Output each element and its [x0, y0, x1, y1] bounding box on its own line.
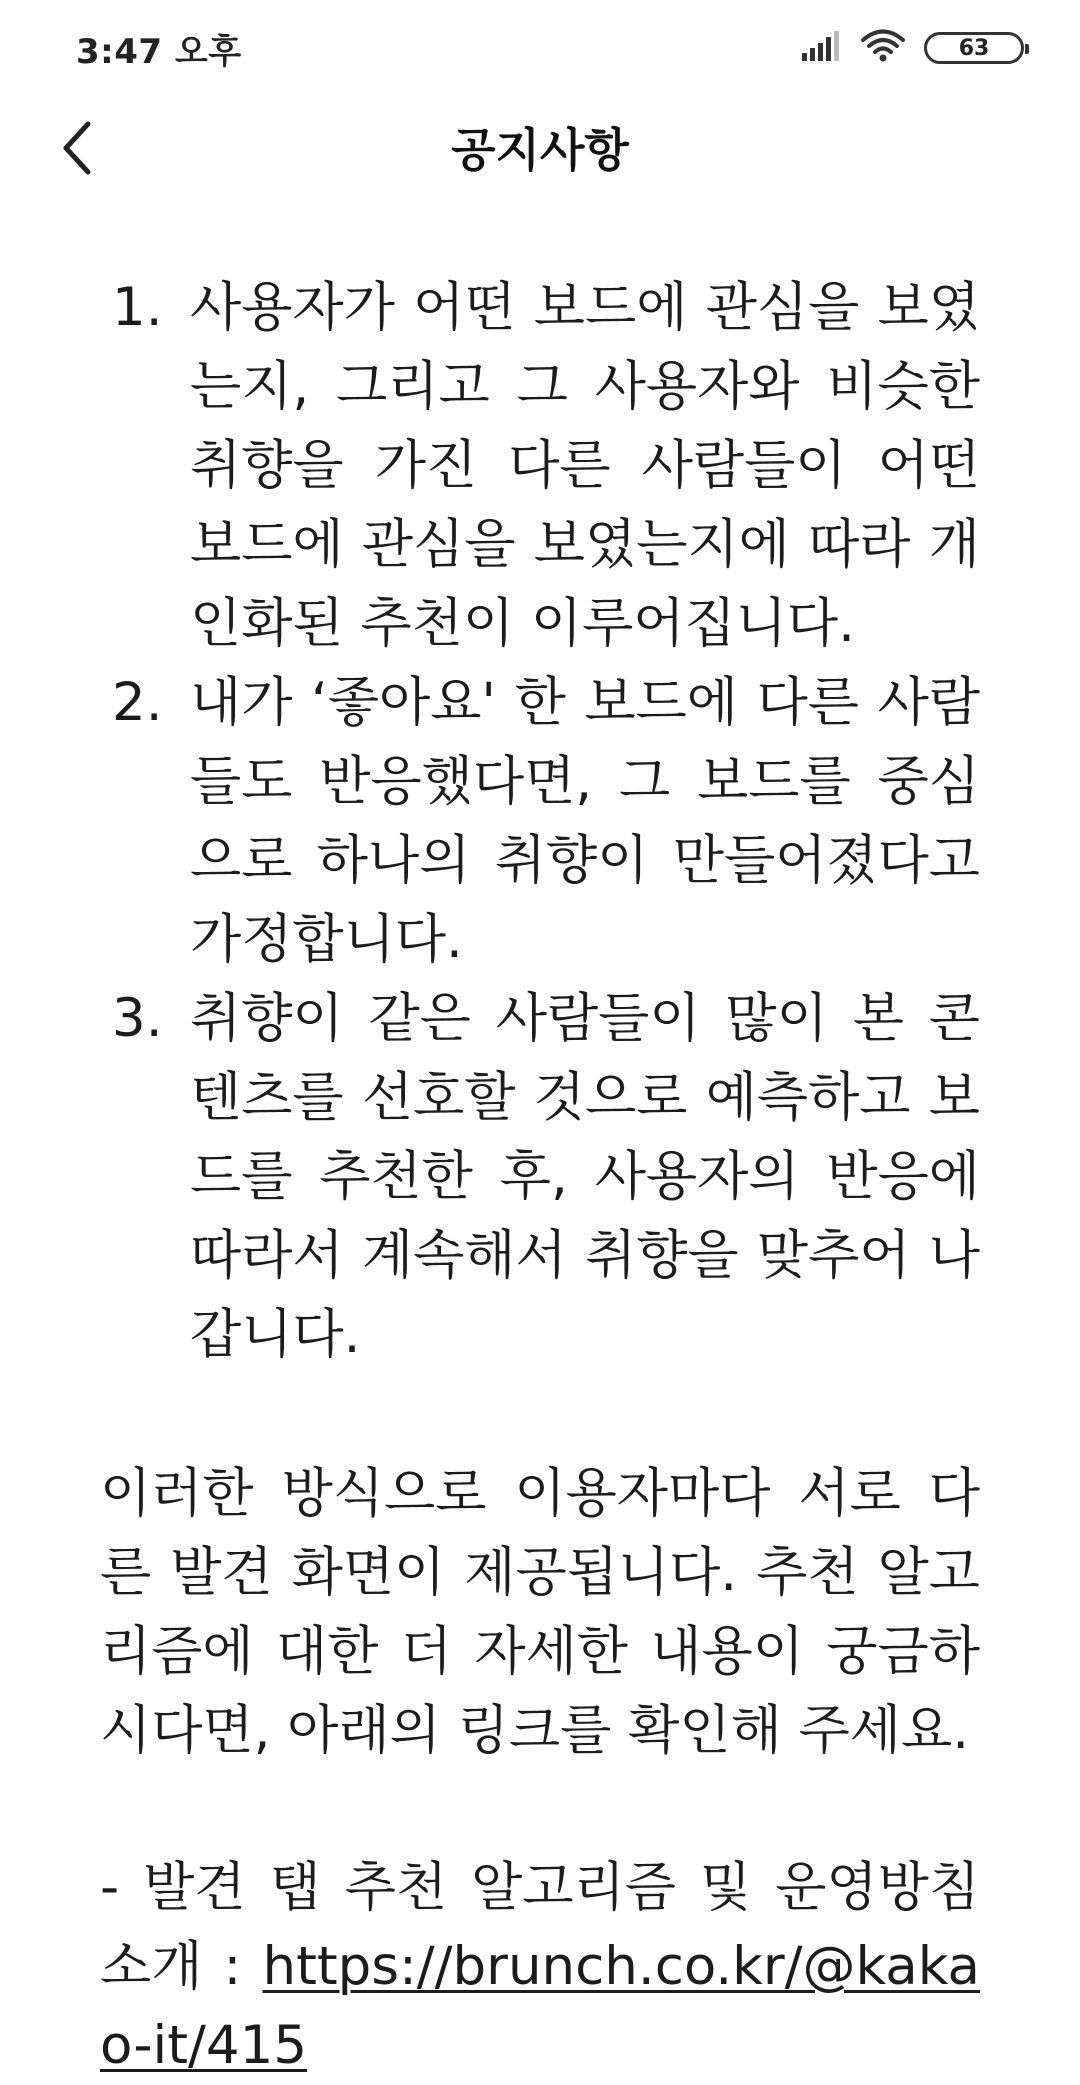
link-paragraph: [100, 1848, 980, 2085]
list-item: [100, 663, 980, 979]
wifi-icon: [860, 29, 906, 67]
list-text: 내가 ‘좋아요' 한 보드에 다른 사람들도 반응했다면, 그 보드를 중심으로 하나의 취향이 만들어졌다고 가정합니다.: [190, 672, 980, 970]
notice-content: [100, 268, 980, 2085]
list-number: 1.: [112, 277, 163, 338]
signal-icon: [802, 31, 842, 65]
brunch-link[interactable]: https://brunch.co.kr/@kakao-it/415: [100, 1936, 980, 2076]
list-text: 사용자가 어떤 보드에 관심을 보였는지, 그리고 그 사용자와 비슷한 취향을 가진 다른 사람들이 어떤 보드에 관심을 보였는지에 따라 개인화된 추천이 이루어집니다.: [190, 277, 980, 654]
status-icons: [802, 28, 1024, 68]
description-paragraph: 이러한 방식으로 이용자마다 서로 다른 발견 화면이 제공됩니다. 추천 알고리즘에 대한 더 자세한 내용이 궁금하시다면, 아래의 링크를 확인해 주세요.: [100, 1463, 980, 1761]
link-prefix: - 발견 탭 추천 알고리즘 및 운영방침 소개 :: [100, 1857, 980, 1997]
list-number: 3.: [112, 988, 163, 1049]
page-title: 공지사항: [451, 123, 629, 177]
list-text: 취향이 같은 사람들이 많이 본 콘텐츠를 선호할 것으로 예측하고 보드를 추천한 후, 사용자의 반응에 따라서 계속해서 취향을 맞추어 나갑니다.: [190, 988, 980, 1365]
list-item: [100, 979, 980, 1374]
list-item: [100, 268, 980, 663]
list-number: 2.: [112, 672, 163, 733]
battery-icon: 63: [924, 32, 1024, 64]
status-bar: [0, 0, 1080, 92]
numbered-list: [100, 268, 980, 1374]
status-time: 3:47 오후: [76, 32, 242, 72]
app-bar: [0, 92, 1080, 208]
